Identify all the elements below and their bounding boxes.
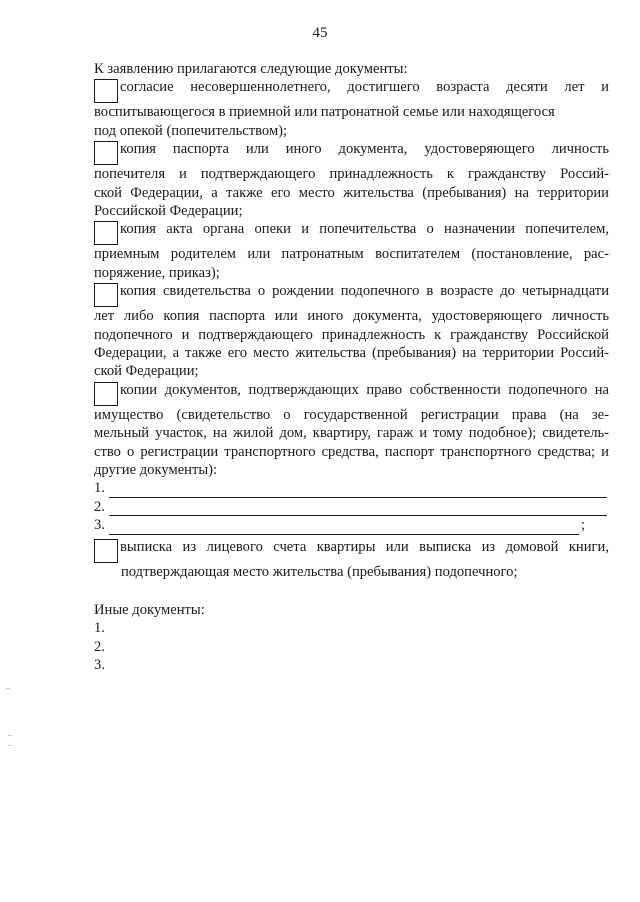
scan-artifact — [6, 688, 10, 689]
blank-line-1: 1. — [94, 480, 609, 498]
checkbox[interactable] — [94, 221, 118, 245]
page-number: 45 — [312, 25, 328, 41]
blank-line-2: 2. — [94, 498, 609, 516]
other-document-2: 2. — [94, 638, 105, 655]
attachments-intro: К заявлению прилагаются следующие документы: — [94, 61, 408, 77]
other-document-3: 3. — [94, 657, 105, 674]
attachment-item-consent — [94, 78, 609, 140]
other-documents-title: Иные документы: — [94, 602, 205, 619]
attachment-item-guardianship-act — [94, 220, 609, 282]
item-continuation: приемным родителем или патронатным воспитателем (постановление, рас- поряжение, приказ); — [94, 246, 609, 281]
item-first-line: копия акта органа опеки и попечительства о назначении попечителем, — [120, 221, 609, 238]
item-first-line: копии документов, подтверждающих право собственности подопечного на — [120, 381, 609, 398]
item-first-line: копия паспорта или иного документа, удостоверяющего личность — [120, 141, 609, 158]
fill-in-field[interactable] — [109, 483, 607, 498]
attachment-item-birth-certificate — [94, 282, 609, 381]
checkbox[interactable] — [94, 283, 118, 307]
checkbox[interactable] — [94, 382, 118, 406]
checkbox[interactable] — [94, 141, 118, 165]
scan-artifact — [8, 735, 12, 736]
checkbox[interactable] — [94, 79, 118, 103]
fill-in-field[interactable] — [109, 520, 579, 535]
checkbox[interactable] — [94, 539, 118, 563]
attachment-item-account-extract — [94, 538, 609, 581]
item-first-line: выписка из лицевого счета квартиры или выписка из домовой книги, — [120, 538, 609, 555]
item-continuation: попечителя и подтверждающего принадлежность к гражданству Россий- ской Федерации, а также его место жительства (пребывания) на территории Российской Федерации; — [94, 166, 609, 220]
item-continuation: воспитывающегося в приемной или патронатной семье или находящегося под опекой (попечительством); — [94, 104, 555, 139]
item-continuation: имущество (свидетельство о государственной регистрации права (на зе- мельный участок, на жилой дом, квартиру, гараж и тому подобное); свидетель- ство о регистрации транспортного средства, паспорт транспортного средства; и другие документы): — [94, 406, 609, 479]
attachment-item-guardian-passport — [94, 140, 609, 220]
other-document-1: 1. — [94, 620, 105, 637]
item-first-line: копия свидетельства о рождении подопечного в возрасте до четырнадцати — [120, 283, 609, 300]
fill-in-field[interactable] — [109, 501, 607, 516]
document-body — [94, 60, 609, 675]
item-continuation: лет либо копия паспорта или иного документа, удостоверяющего личность подопечного и подтверждающего принадлежность к гражданству Российской Федерации, а также его место жительства (пребывания) на территории Россий- ской Федерации; — [94, 308, 609, 380]
scan-artifact — [8, 745, 12, 746]
attachment-item-property-documents — [94, 381, 609, 480]
blank-line-3: 3. ; — [94, 517, 586, 534]
item-continuation: подтверждающая место жительства (пребывания) подопечного; — [121, 563, 518, 580]
item-first-line: согласие несовершеннолетнего, достигшего возраста десяти лет и — [120, 79, 609, 96]
